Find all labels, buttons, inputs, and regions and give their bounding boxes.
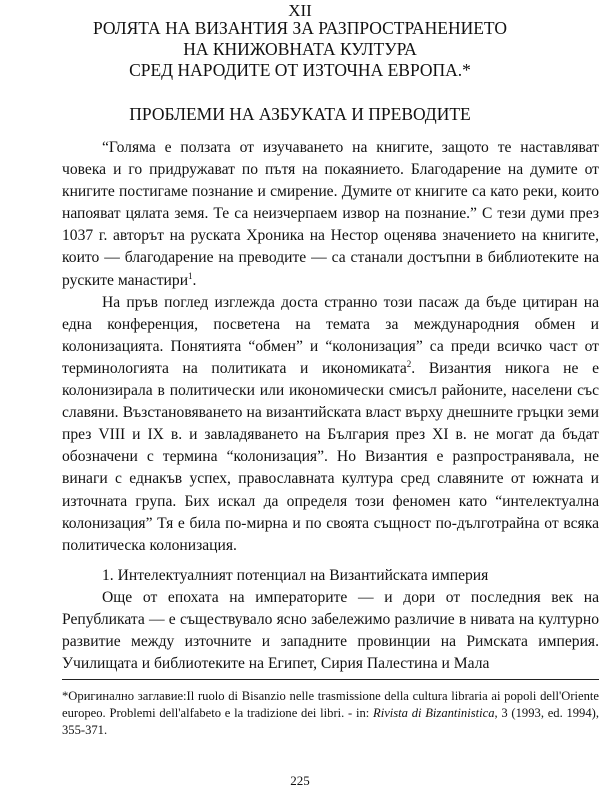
paragraph-2-text-start: На пръв поглед изглежда доста странно този пасаж да бъде цитиран на една конференция, посветена на темата за международния обмен и колонизацията. Понятията “обмен” и “колонизация” са преди всичко част от терминологията на политиката и икономиката: [62, 293, 599, 377]
paragraph-1-end: .: [192, 271, 197, 289]
page-number: 225: [290, 773, 310, 788]
paragraph-2: [62, 292, 599, 557]
paragraph-1-text: “Голяма е ползата от изучаването на книгите, защото те наставляват човека и го придружават по пътя на покаянието. Благодарение на думите от книгите постигаме познание и смирение. Думите от книгите са като реки, които напояват цялата земя. Те са неизчерпаем извор на познание.” С тези думи през 1037 г. авторът на руската Хроника на Нестор оценява значението на книгите, които — благодарение на преводите — са станали достъпни в библиотеките на руските манастири: [62, 139, 599, 289]
footnote-divider: [62, 679, 599, 680]
footnote-ref-1: 1: [188, 270, 193, 281]
section-paragraph: Още от епохата на императорите — и дори от последния век на Републиката — е съществувало ясно забележимо различие в нивата на културно развитие между източните и западните провинции на Римската империя. Училищата и библиотеките на Египет, Сирия Палестина и Мала: [62, 588, 599, 673]
chapter-number: XII: [288, 1, 312, 20]
chapter-subtitle: ПРОБЛЕМИ НА АЗБУКАТА И ПРЕВОДИТЕ: [129, 104, 471, 124]
body-text: [62, 137, 599, 675]
chapter-title-line-2: НА КНИЖОВНАТА КУЛТУРА: [183, 39, 417, 59]
paragraph-1: [62, 137, 599, 292]
footnote-citation: , 3 (1993, ed. 1994), 355-371.: [62, 706, 599, 737]
paragraph-2-text-end: . Византия никога не е колонизирала в политически или икономически смисъл районите, населени със славяни. Възстановяването на византийската власт върху днешните гръцки земи през VIII и IX в. и завладяването на България през XI в. не могат да бъдат обозначени с термина “колонизация”. Но Византия е разпространявала, не винаги с еднакъв успех, православната култура сред славяните от южната и източната група. Бих искал да определя този феномен като “интелектуална колонизация” Тя е била по-мирна и по своята същност по-дълготрайна от всяка политическа колонизация.: [62, 359, 599, 554]
footnote-text: *Оригинално заглавие:Il ruolo di Bisanzio nelle trasmissione della cultura libraria ai popoli dell'Oriente europeo. Problemi dell'alfabeto e la tradizione dei libri. - in:: [62, 689, 599, 720]
chapter-title: [40, 18, 560, 81]
footnote-ref-2: 2: [406, 358, 412, 369]
chapter-title-line-1: РОЛЯТА НА ВИЗАНТИЯ ЗА РАЗПРОСТРАНЕНИЕТО: [92, 18, 508, 38]
chapter-title-line-3: СРЕД НАРОДИТЕ ОТ ИЗТОЧНА ЕВРОПА.*: [129, 60, 471, 80]
footnote: [62, 688, 599, 739]
section-heading: 1. Интелектуалният потенциал на Византийската империя: [102, 566, 489, 584]
footnote-journal-title: Rivista di Bizantinistica: [373, 706, 495, 720]
